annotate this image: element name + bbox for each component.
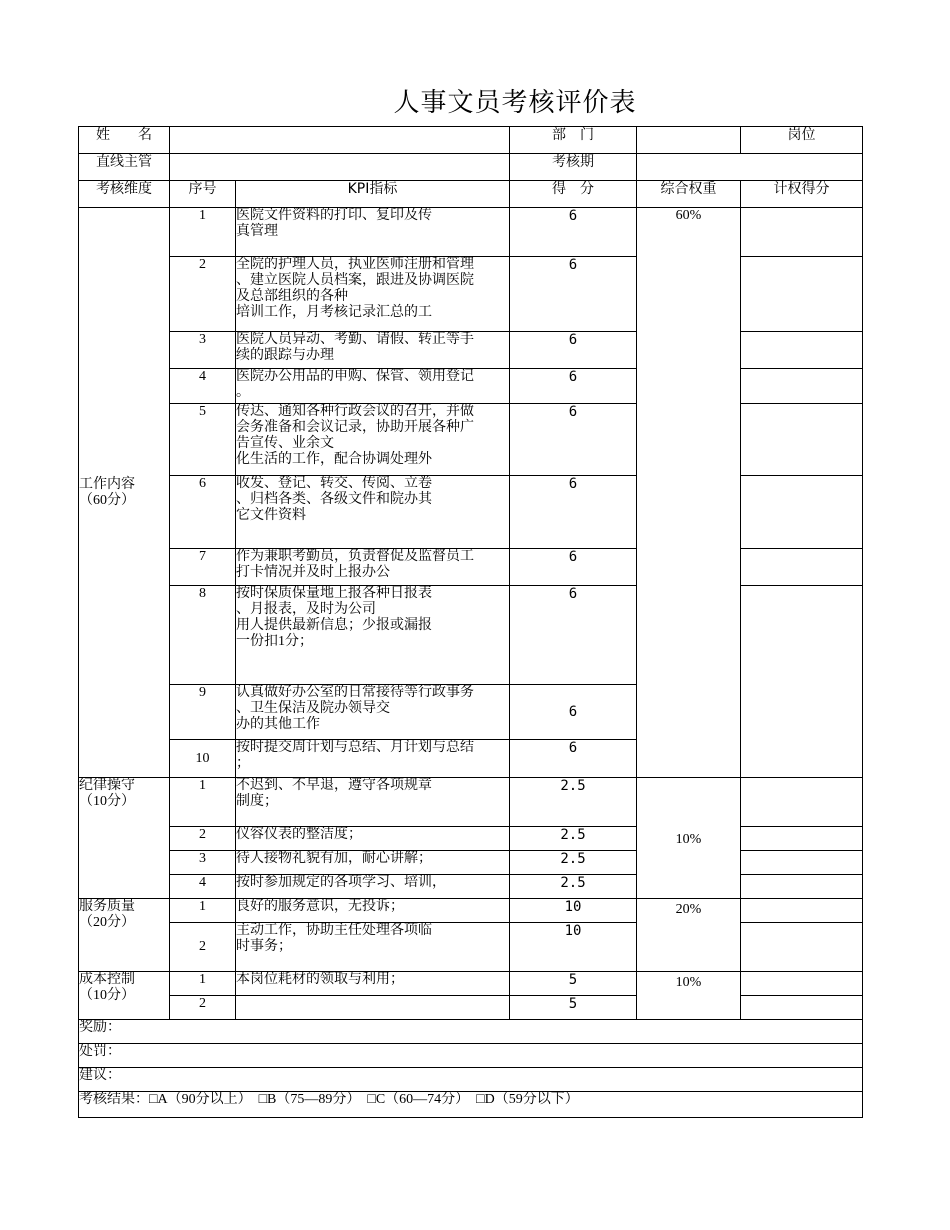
weighted-score-input[interactable] xyxy=(741,851,863,875)
seq-cell: 5 xyxy=(170,404,236,476)
kpi-cell: 不迟到、不早退，遵守各项规章 制度； xyxy=(236,778,510,827)
weighted-score-input[interactable] xyxy=(741,332,863,369)
score-cell: 2.5 xyxy=(510,851,637,875)
kpi-cell: 医院文件资料的打印、复印及传 真管理 xyxy=(236,208,510,257)
seq-cell: 1 xyxy=(170,778,236,827)
score-cell: 6 xyxy=(510,208,637,257)
dimension-cell: 工作内容 （60分） xyxy=(79,208,170,778)
dimension-cell: 服务质量 （20分） xyxy=(79,899,170,972)
seq-cell: 2 xyxy=(170,996,236,1020)
kpi-cell: 待人接物礼貌有加，耐心讲解； xyxy=(236,851,510,875)
kpi-cell: 按时保质保量地上报各种日报表 、月报表，及时为公司 用人提供最新信息；少报或漏报 一份扣1分； xyxy=(236,586,510,685)
score-cell: 10 xyxy=(510,923,637,972)
weighted-score-input[interactable] xyxy=(741,476,863,549)
kpi-cell: 全院的护理人员，执业医师注册和管理 、建立医院人员档案，跟进及协调医院 及总部组织的各种 培训工作，月考核记录汇总的工 xyxy=(236,257,510,332)
period-label: 考核期 xyxy=(510,154,637,181)
seq-cell: 3 xyxy=(170,851,236,875)
weighted-score-input[interactable] xyxy=(741,549,863,586)
col-weighted: 计权得分 xyxy=(741,181,863,208)
seq-cell: 9 xyxy=(170,685,236,740)
col-seq: 序号 xyxy=(170,181,236,208)
table-row xyxy=(79,778,863,827)
score-cell: 6 xyxy=(510,332,637,369)
table-row xyxy=(79,996,863,1020)
table-row xyxy=(79,875,863,899)
weighted-score-input[interactable] xyxy=(741,875,863,899)
score-cell: 2.5 xyxy=(510,778,637,827)
kpi-cell: 传达、通知各种行政会议的召开，并做 会务准备和会议记录，协助开展各种广 告宣传、业余文 化生活的工作，配合协调处理外 xyxy=(236,404,510,476)
table-row xyxy=(79,332,863,369)
supervisor-label: 直线主管 xyxy=(79,154,170,181)
seq-cell: 7 xyxy=(170,549,236,586)
score-cell: 5 xyxy=(510,972,637,996)
score-cell: 6 xyxy=(510,476,637,549)
weighted-score-input[interactable] xyxy=(741,404,863,476)
kpi-cell: 按时参加规定的各项学习、培训， xyxy=(236,875,510,899)
weight-cell: 20% xyxy=(637,899,741,972)
seq-cell: 1 xyxy=(170,972,236,996)
kpi-cell: 医院办公用品的申购、保管、领用登记 。 xyxy=(236,369,510,404)
score-cell: 6 xyxy=(510,685,637,740)
dept-field[interactable] xyxy=(637,127,741,154)
table-row xyxy=(79,549,863,586)
col-kpi: KPI指标 xyxy=(236,181,510,208)
name-field[interactable] xyxy=(170,127,510,154)
seq-cell: 1 xyxy=(170,208,236,257)
kpi-cell: 收发、登记、转交、传阅、立卷 、归档各类、各级文件和院办其 它文件资料 xyxy=(236,476,510,549)
table-row xyxy=(79,404,863,476)
period-field[interactable] xyxy=(637,154,863,181)
weighted-score-input[interactable] xyxy=(741,586,863,778)
score-cell: 6 xyxy=(510,369,637,404)
kpi-cell: 医院人员异动、考勤、请假、转正等手 续的跟踪与办理 xyxy=(236,332,510,369)
weight-cell: 10% xyxy=(637,778,741,899)
dimension-cell: 成本控制 （10分） xyxy=(79,972,170,1020)
weighted-score-input[interactable] xyxy=(741,827,863,851)
table-row xyxy=(79,369,863,404)
dept-label: 部 门 xyxy=(510,127,637,154)
col-score: 得 分 xyxy=(510,181,637,208)
seq-cell: 2 xyxy=(170,923,236,972)
seq-cell: 10 xyxy=(170,740,236,778)
kpi-cell: 仪容仪表的整洁度； xyxy=(236,827,510,851)
name-label: 姓 名 xyxy=(79,127,170,154)
table-row xyxy=(79,208,863,257)
page-title: 人事文员考核评价表 xyxy=(393,88,637,118)
table-row xyxy=(79,257,863,332)
penalty-field[interactable]: 处罚： xyxy=(79,1044,863,1068)
dimension-cell: 纪律操守 （10分） xyxy=(79,778,170,899)
score-cell: 2.5 xyxy=(510,875,637,899)
score-cell: 6 xyxy=(510,549,637,586)
col-dimension: 考核维度 xyxy=(79,181,170,208)
kpi-cell xyxy=(236,996,510,1020)
table-row xyxy=(79,923,863,972)
weighted-score-input[interactable] xyxy=(741,899,863,923)
score-cell: 10 xyxy=(510,899,637,923)
weight-cell: 10% xyxy=(637,972,741,1020)
table-row xyxy=(79,899,863,923)
seq-cell: 8 xyxy=(170,586,236,685)
weighted-score-input[interactable] xyxy=(741,972,863,996)
score-cell: 6 xyxy=(510,404,637,476)
supervisor-field[interactable] xyxy=(170,154,510,181)
weighted-score-input[interactable] xyxy=(741,257,863,332)
weight-cell: 60% xyxy=(637,208,741,778)
table-row xyxy=(79,586,863,685)
seq-cell: 4 xyxy=(170,875,236,899)
kpi-cell: 主动工作，协助主任处理各项临 时事务； xyxy=(236,923,510,972)
score-cell: 6 xyxy=(510,740,637,778)
table-row xyxy=(79,851,863,875)
weighted-score-input[interactable] xyxy=(741,923,863,972)
table-row xyxy=(79,827,863,851)
weighted-score-input[interactable] xyxy=(741,369,863,404)
suggestion-field[interactable]: 建议： xyxy=(79,1068,863,1092)
kpi-cell: 本岗位耗材的领取与利用； xyxy=(236,972,510,996)
score-cell: 2.5 xyxy=(510,827,637,851)
result-options[interactable]: 考核结果：□A（90分以上） □B（75—89分） □C（60—74分） □D（59分以下） xyxy=(79,1092,863,1118)
reward-field[interactable]: 奖励： xyxy=(79,1020,863,1044)
table-row xyxy=(79,476,863,549)
kpi-cell: 作为兼职考勤员，负责督促及监督员工 打卡情况并及时上报办公 xyxy=(236,549,510,586)
score-cell: 6 xyxy=(510,586,637,685)
seq-cell: 4 xyxy=(170,369,236,404)
post-label: 岗位 xyxy=(741,127,863,154)
seq-cell: 2 xyxy=(170,827,236,851)
table-row xyxy=(79,972,863,996)
evaluation-table xyxy=(78,126,863,1118)
weighted-score-input[interactable] xyxy=(741,778,863,827)
weighted-score-input[interactable] xyxy=(741,996,863,1020)
seq-cell: 2 xyxy=(170,257,236,332)
weighted-score-input[interactable] xyxy=(741,208,863,257)
score-cell: 5 xyxy=(510,996,637,1020)
seq-cell: 3 xyxy=(170,332,236,369)
seq-cell: 6 xyxy=(170,476,236,549)
kpi-cell: 按时提交周计划与总结、月计划与总结 ； xyxy=(236,740,510,778)
seq-cell: 1 xyxy=(170,899,236,923)
score-cell: 6 xyxy=(510,257,637,332)
kpi-cell: 认真做好办公室的日常接待等行政事务 、卫生保洁及院办领导交 办的其他工作 xyxy=(236,685,510,740)
kpi-cell: 良好的服务意识，无投诉； xyxy=(236,899,510,923)
col-weight: 综合权重 xyxy=(637,181,741,208)
